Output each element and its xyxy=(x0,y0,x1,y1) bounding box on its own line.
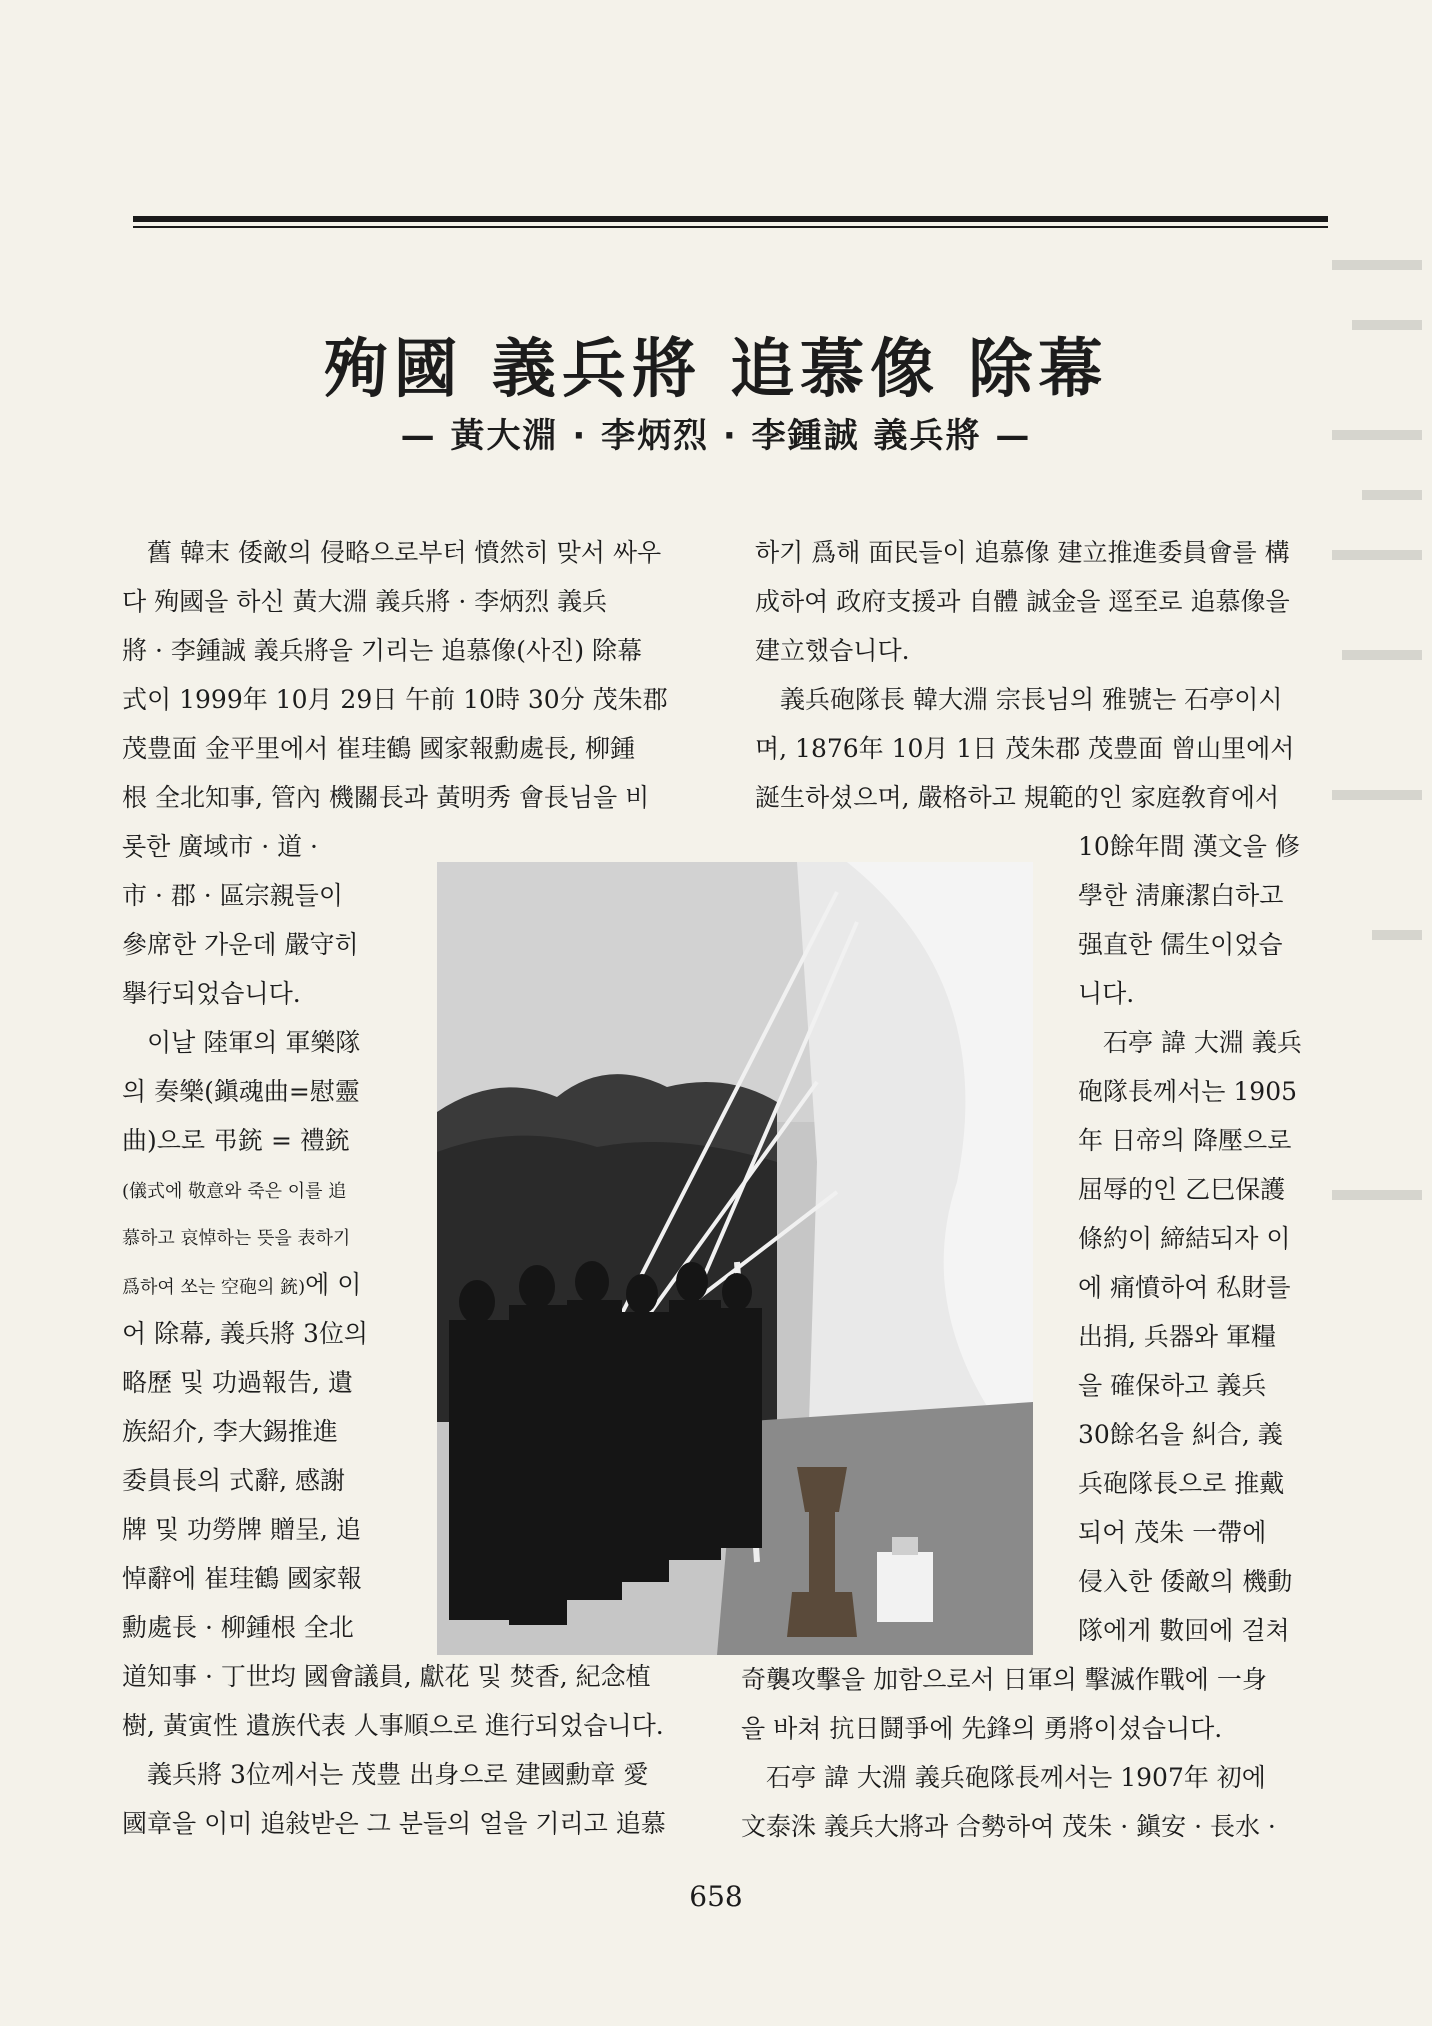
text-line: 出捐, 兵器와 軍糧 xyxy=(1078,1322,1276,1351)
text-line: 道知事 · 丁世均 國會議員, 獻花 및 焚香, 紀念植 xyxy=(122,1662,651,1691)
text-line: 隊에게 數回에 걸쳐 xyxy=(1078,1616,1290,1645)
text-line: 學한 淸廉潔白하고 xyxy=(1078,881,1284,910)
text-line: 族紹介, 李大錫推進 xyxy=(122,1417,338,1446)
text-line: 義兵砲隊長 韓大淵 宗長님의 雅號는 石亭이시 xyxy=(780,685,1283,714)
header-rule-thick xyxy=(133,216,1328,222)
text-line: 侵入한 倭敵의 機動 xyxy=(1078,1567,1293,1596)
text-line: 誕生하셨으며, 嚴格하고 規範的인 家庭敎育에서 xyxy=(755,783,1280,812)
text-line: 니다. xyxy=(1078,979,1135,1008)
text-line: 砲隊長께서는 1905 xyxy=(1078,1077,1298,1106)
text-line: 義兵將 3位께서는 茂豊 出身으로 建國勳章 愛 xyxy=(147,1760,649,1789)
text-line: 樹, 黃寅性 遺族代表 人事順으로 進行되었습니다. xyxy=(122,1711,664,1740)
text-line: 을 바쳐 抗日鬪爭에 先鋒의 勇將이셨습니다. xyxy=(741,1714,1223,1743)
note-line: (儀式에 敬意와 죽은 이를 追 xyxy=(122,1181,347,1202)
text-line: 略歷 및 功過報告, 遺 xyxy=(122,1368,353,1397)
note-text: 爲하여 쏘는 空砲의 銃) xyxy=(122,1277,306,1298)
text-line: 國章을 이미 追敍받은 그 분들의 얼을 기리고 追慕 xyxy=(122,1809,666,1838)
text-line: 롯한 廣域市 · 道 · xyxy=(122,832,318,861)
text-line: 根 全北知事, 管內 機關長과 黃明秀 會長님을 비 xyxy=(122,783,650,812)
text-line: 委員長의 式辭, 感謝 xyxy=(122,1466,345,1495)
text-line: 舊 韓末 倭敵의 侵略으로부터 憤然히 맞서 싸우 xyxy=(147,538,662,567)
text-line: 市 · 郡 · 區宗親들이 xyxy=(122,881,343,910)
text-line: 의 奏樂(鎭魂曲=慰靈 xyxy=(122,1077,360,1106)
text-line: 石亭 諱 大淵 義兵砲隊長께서는 1907年 初에 xyxy=(766,1763,1266,1792)
page-number: 658 xyxy=(689,1880,743,1913)
text-line: 牌 및 功勞牌 贈呈, 追 xyxy=(122,1515,361,1544)
text-line: 어 除幕, 義兵將 3位의 xyxy=(122,1319,368,1348)
text-line: 曲)으로 弔銃 = 禮銃 xyxy=(122,1126,350,1155)
note-tail-text: 에 이 xyxy=(305,1270,362,1299)
text-line: 10餘年間 漢文을 修 xyxy=(1078,832,1300,861)
text-line: 擧行되었습니다. xyxy=(122,979,301,1008)
text-line: 며, 1876年 10月 1日 茂朱郡 茂豊面 曾山里에서 xyxy=(755,734,1295,763)
text-line: 에 痛憤하여 私財를 xyxy=(1078,1273,1291,1302)
article-subtitle: — 黃大淵 · 李炳烈 · 李鍾誠 義兵將 — xyxy=(400,416,1032,456)
text-line: 文泰洙 義兵大將과 合勢하여 茂朱 · 鎭安 · 長水 · xyxy=(741,1812,1276,1841)
text-line: 兵砲隊長으로 推戴 xyxy=(1078,1469,1285,1498)
note-line: 慕하고 哀悼하는 뜻을 表하기 xyxy=(122,1228,351,1249)
unveiling-ceremony-photo xyxy=(437,862,1033,1655)
text-line: 하기 爲해 面民들이 追慕像 建立推進委員會를 構 xyxy=(755,538,1290,567)
text-line: 勳處長 · 柳鍾根 全北 xyxy=(122,1613,354,1642)
text-line: 年 日帝의 降壓으로 xyxy=(1078,1126,1292,1155)
text-line: 石亭 諱 大淵 義兵 xyxy=(1103,1028,1302,1057)
text-line: 茂豊面 金平里에서 崔珪鶴 國家報勳處長, 柳鍾 xyxy=(122,734,636,763)
text-line: 强直한 儒生이었습 xyxy=(1078,930,1283,959)
note-line-last xyxy=(122,1268,361,1305)
text-line: 悼辭에 崔珪鶴 國家報 xyxy=(122,1564,363,1593)
text-line: 建立했습니다. xyxy=(755,636,910,665)
text-line: 式이 1999年 10月 29日 午前 10時 30分 茂朱郡 xyxy=(122,685,668,714)
text-line: 다 殉國을 하신 黃大淵 義兵將 · 李炳烈 義兵 xyxy=(122,587,608,616)
text-line: 奇襲攻擊을 加함으로서 日軍의 擊滅作戰에 一身 xyxy=(741,1665,1267,1694)
text-line: 條約이 締結되자 이 xyxy=(1078,1224,1291,1253)
text-line: 을 確保하고 義兵 xyxy=(1078,1371,1267,1400)
text-line: 參席한 가운데 嚴守히 xyxy=(122,930,359,959)
text-line: 30餘名을 糾合, 義 xyxy=(1078,1420,1283,1449)
text-line: 屈辱的인 乙巳保護 xyxy=(1078,1175,1286,1204)
text-line: 되어 茂朱 一帶에 xyxy=(1078,1518,1267,1547)
header-rule-thin xyxy=(133,226,1328,228)
article-title: 殉國 義兵將 追慕像 除幕 xyxy=(323,332,1109,407)
text-line: 將 · 李鍾誠 義兵將을 기리는 追慕像(사진) 除幕 xyxy=(122,636,643,665)
text-line: 이날 陸軍의 軍樂隊 xyxy=(147,1028,361,1057)
text-line: 成하여 政府支援과 自體 誠金을 逕至로 追慕像을 xyxy=(755,587,1290,616)
